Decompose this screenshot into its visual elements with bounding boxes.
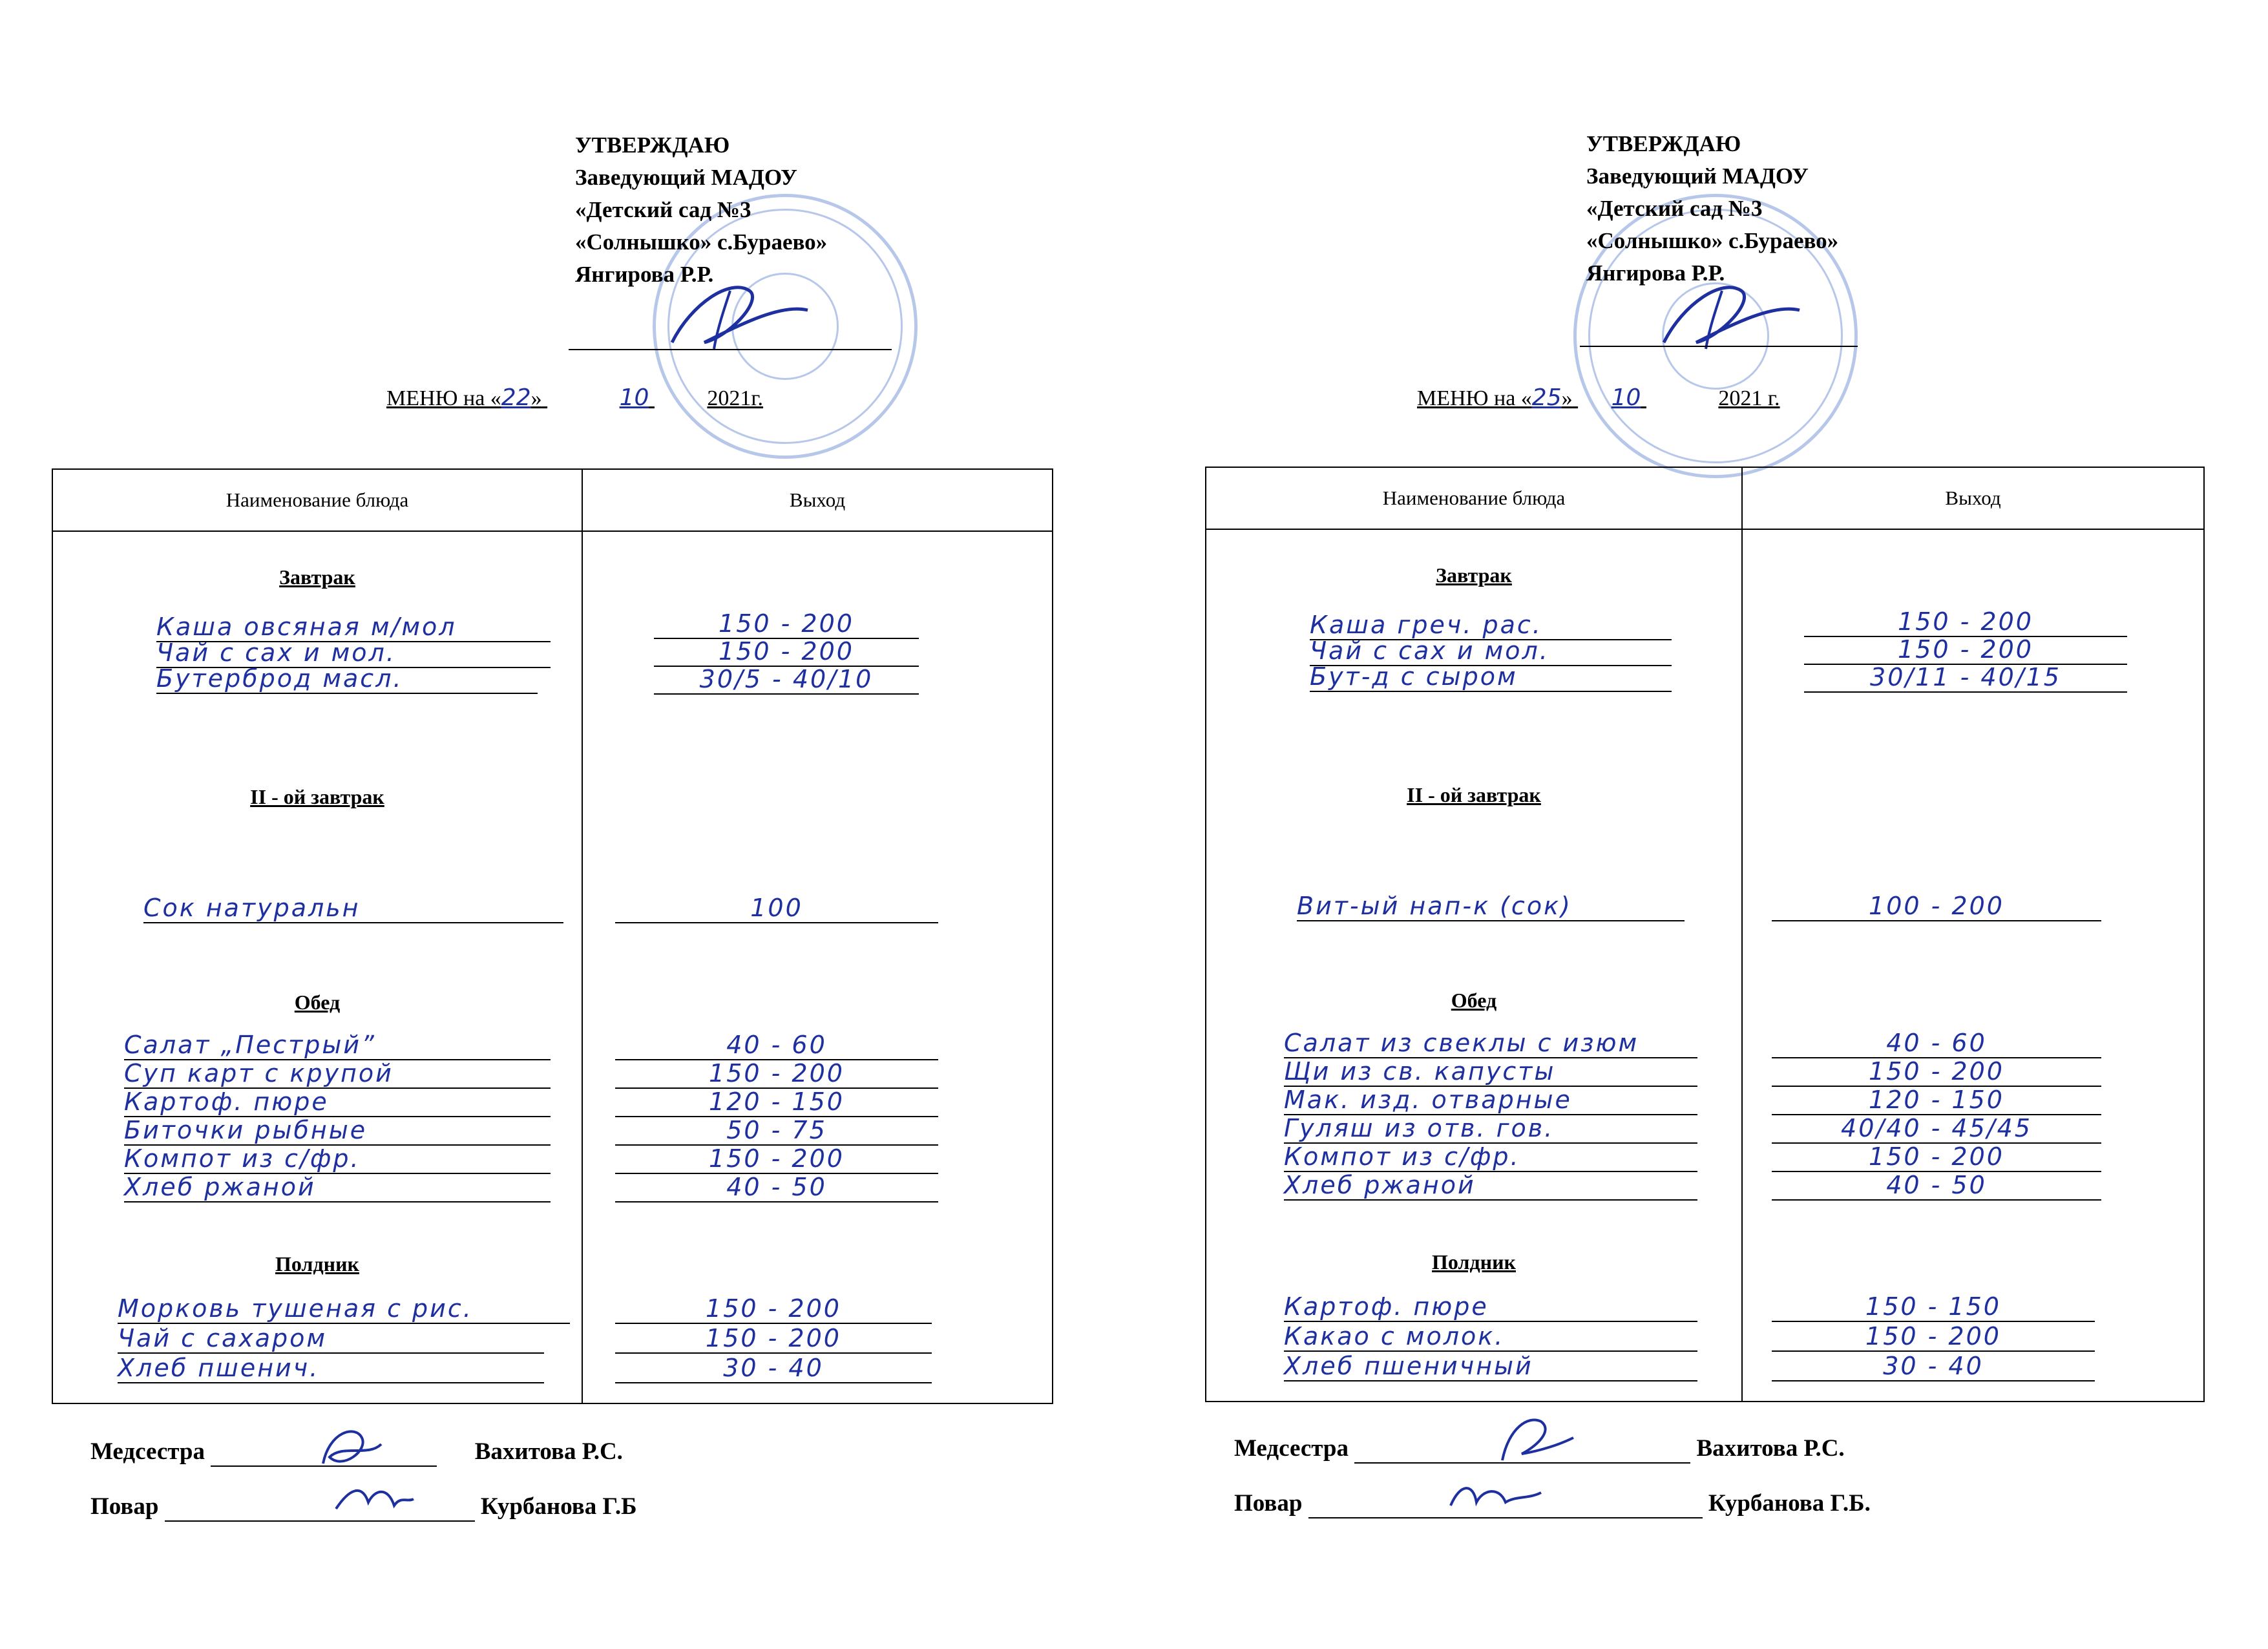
meal-lunch: Обед bbox=[1451, 989, 1497, 1012]
dish-output: 150 - 200 bbox=[615, 1294, 932, 1324]
dish-output: 120 - 150 bbox=[1772, 1086, 2101, 1115]
output-column bbox=[1742, 529, 2204, 1402]
dish-output: 30 - 40 bbox=[615, 1354, 932, 1383]
menu-sheet-right bbox=[1134, 0, 2268, 1649]
menu-month: 10 bbox=[619, 384, 649, 411]
approve-org-line2: «Солнышко» с.Бураево» bbox=[1586, 228, 1839, 253]
dish-name: Хлеб пшенич. bbox=[118, 1354, 544, 1383]
dish-output: 40 - 60 bbox=[1772, 1029, 2101, 1058]
dish-output: 150 - 200 bbox=[1804, 635, 2127, 665]
dish-output: 50 - 75 bbox=[615, 1116, 938, 1146]
dish-name: Суп карт с крупой bbox=[124, 1059, 551, 1089]
column-header-dish: Наименование блюда bbox=[1206, 467, 1742, 529]
dish-name: Салат из свеклы с изюм bbox=[1284, 1029, 1697, 1058]
approval-signature-line bbox=[1580, 346, 1858, 347]
column-header-dish: Наименование блюда bbox=[52, 469, 582, 531]
dish-output: 40 - 50 bbox=[1772, 1171, 2101, 1201]
dish-name: Сок натуральн bbox=[143, 894, 563, 923]
menu-year: 2021 г. bbox=[1718, 386, 1780, 410]
menu-year: 2021г. bbox=[707, 386, 764, 410]
output-column bbox=[582, 531, 1053, 1403]
dish-output: 150 - 200 bbox=[615, 1144, 938, 1174]
dish-name: Картоф. пюре bbox=[1284, 1292, 1697, 1322]
dish-name: Каша овсяная м/мол bbox=[156, 613, 551, 642]
dish-name: Компот из с/фр. bbox=[1284, 1142, 1697, 1172]
meal-second-breakfast: II - ой завтрак bbox=[1407, 783, 1541, 806]
cook-signature-row bbox=[1234, 1489, 1871, 1518]
meal-breakfast: Завтрак bbox=[1436, 563, 1512, 587]
column-header-output: Выход bbox=[582, 469, 1053, 531]
cook-signature bbox=[323, 1476, 420, 1522]
approval-signature-line bbox=[569, 349, 892, 350]
menu-prefix: МЕНЮ на « bbox=[1417, 386, 1532, 410]
approve-org-line2: «Солнышко» с.Бураево» bbox=[575, 229, 828, 255]
dish-column bbox=[52, 531, 582, 1403]
dish-name: Щи из св. капусты bbox=[1284, 1057, 1697, 1087]
dish-output: 150 - 200 bbox=[615, 1324, 932, 1354]
dish-output: 150 - 150 bbox=[1772, 1292, 2095, 1322]
cook-signature bbox=[1438, 1473, 1548, 1518]
dish-name: Картоф. пюре bbox=[124, 1087, 551, 1117]
dish-output: 150 - 200 bbox=[654, 609, 919, 639]
cook-name: Курбанова Г.Б bbox=[480, 1493, 637, 1520]
cook-label: Повар bbox=[1234, 1490, 1303, 1517]
dish-name: Вит-ый нап-к (сок) bbox=[1297, 892, 1685, 921]
dish-output: 150 - 200 bbox=[1772, 1322, 2095, 1352]
dish-name: Какао с молок. bbox=[1284, 1322, 1697, 1352]
dish-output: 30 - 40 bbox=[1772, 1352, 2095, 1381]
dish-output: 40/40 - 45/45 bbox=[1772, 1114, 2101, 1144]
approve-position: Заведующий МАДОУ bbox=[1586, 163, 1809, 189]
dish-output: 30/11 - 40/15 bbox=[1804, 663, 2127, 693]
dish-name: Гуляш из отв. гов. bbox=[1284, 1114, 1697, 1144]
dish-name: Морковь тушеная с рис. bbox=[118, 1294, 570, 1324]
approve-position: Заведующий МАДОУ bbox=[575, 165, 797, 190]
dish-name: Хлеб ржаной bbox=[124, 1173, 551, 1203]
dish-column bbox=[1206, 529, 1742, 1402]
nurse-signature bbox=[304, 1418, 394, 1476]
dish-output: 40 - 60 bbox=[615, 1031, 938, 1060]
meal-breakfast: Завтрак bbox=[279, 565, 355, 589]
dish-name: Бут-д с сыром bbox=[1310, 662, 1672, 692]
meal-snack: Полдник bbox=[275, 1252, 359, 1276]
dish-name: Чай с сах и мол. bbox=[156, 638, 551, 668]
dish-output: 150 - 200 bbox=[654, 637, 919, 667]
meal-lunch: Обед bbox=[294, 991, 341, 1014]
menu-date-line bbox=[386, 384, 763, 411]
dish-output: 100 - 200 bbox=[1772, 892, 2101, 921]
dish-name: Чай с сахаром bbox=[118, 1324, 544, 1354]
approve-head-name: Янгирова Р.Р. bbox=[575, 262, 714, 287]
director-signature bbox=[1644, 265, 1812, 362]
dish-name: Мак. изд. отварные bbox=[1284, 1086, 1697, 1115]
dish-name: Салат „Пестрый” bbox=[124, 1031, 551, 1060]
dish-name: Биточки рыбные bbox=[124, 1116, 551, 1146]
menu-table bbox=[52, 468, 1053, 1404]
menu-prefix: МЕНЮ на « bbox=[386, 386, 501, 410]
dish-name: Хлеб пшеничный bbox=[1284, 1352, 1697, 1381]
approve-head-name: Янгирова Р.Р. bbox=[1586, 260, 1725, 286]
dish-name: Хлеб ржаной bbox=[1284, 1171, 1697, 1201]
dish-name: Компот из с/фр. bbox=[124, 1144, 551, 1174]
nurse-signature bbox=[1483, 1409, 1586, 1473]
menu-mid: » bbox=[530, 386, 542, 410]
dish-output: 150 - 200 bbox=[1804, 607, 2127, 637]
menu-table bbox=[1205, 467, 2205, 1402]
meal-second-breakfast: II - ой завтрак bbox=[250, 785, 384, 808]
cook-name: Курбанова Г.Б. bbox=[1708, 1490, 1871, 1517]
dish-output: 150 - 200 bbox=[1772, 1057, 2101, 1087]
menu-day: 25 bbox=[1531, 384, 1562, 411]
nurse-name: Вахитова Р.С. bbox=[474, 1438, 623, 1465]
nurse-label: Медсестра bbox=[1234, 1435, 1349, 1462]
dish-output: 120 - 150 bbox=[615, 1087, 938, 1117]
dish-name: Каша греч. рас. bbox=[1310, 611, 1672, 640]
menu-date-line bbox=[1417, 384, 1780, 411]
dish-output: 30/5 - 40/10 bbox=[654, 665, 919, 695]
nurse-label: Медсестра bbox=[90, 1438, 205, 1465]
approve-title: УТВЕРЖДАЮ bbox=[1586, 131, 1741, 156]
menu-month: 10 bbox=[1611, 384, 1641, 411]
nurse-name: Вахитова Р.С. bbox=[1696, 1435, 1845, 1462]
dish-output: 40 - 50 bbox=[615, 1173, 938, 1203]
director-signature bbox=[653, 265, 821, 362]
menu-mid: » bbox=[1561, 386, 1573, 410]
approve-org-line1: «Детский сад №3 bbox=[575, 197, 751, 222]
meal-snack: Полдник bbox=[1432, 1250, 1516, 1274]
dish-name: Бутерброд масл. bbox=[156, 664, 538, 694]
dish-output: 150 - 200 bbox=[1772, 1142, 2101, 1172]
cook-label: Повар bbox=[90, 1493, 159, 1520]
approve-title: УТВЕРЖДАЮ bbox=[575, 132, 730, 158]
menu-day: 22 bbox=[501, 384, 531, 411]
approve-org-line1: «Детский сад №3 bbox=[1586, 196, 1763, 221]
dish-output: 100 bbox=[615, 894, 938, 923]
column-header-output: Выход bbox=[1742, 467, 2204, 529]
dish-output: 150 - 200 bbox=[615, 1059, 938, 1089]
dish-name: Чай с сах и мол. bbox=[1310, 636, 1672, 666]
